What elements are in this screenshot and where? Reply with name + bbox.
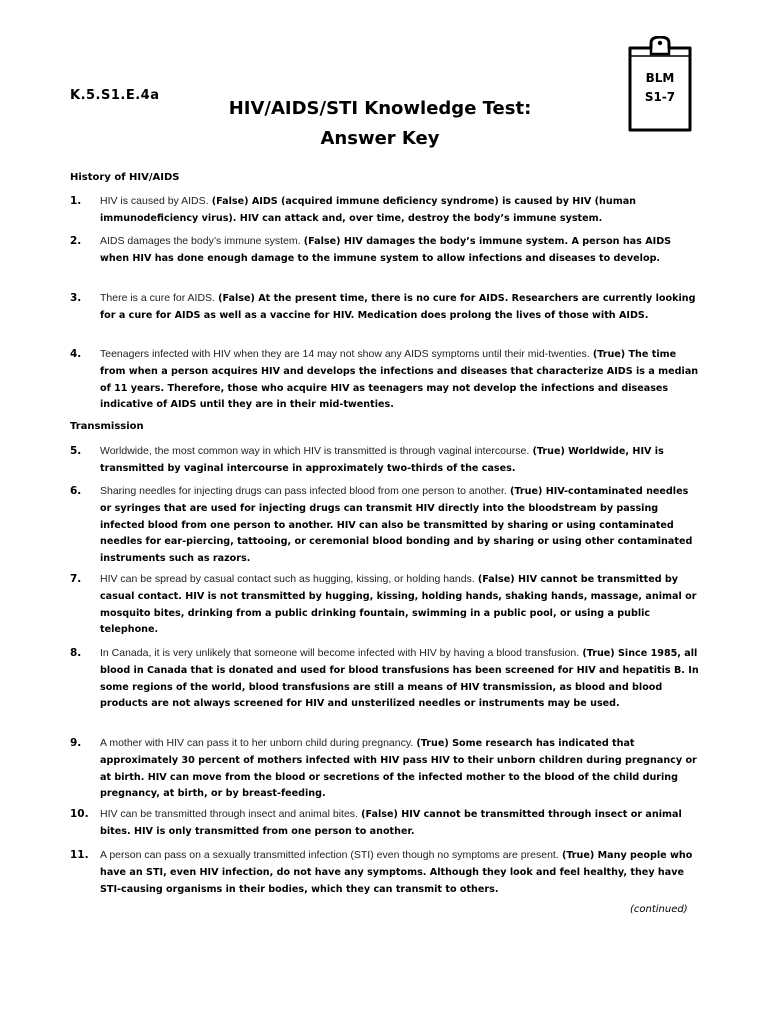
item-number: 2. (70, 235, 82, 247)
answer-text: (False) HIV cannot be transmitted by casual contact. HIV is not transmitted by hugging, kissing, holding hands, shaking hands, massage, animal or mosquito bites, drinking from a public drinking fountain, swimming in a public pool, or using a public telephone. (100, 574, 697, 636)
question-text: A person can pass on a sexually transmitted infection (STI) even though no symptoms are present. (100, 849, 559, 861)
item-number: 3. (70, 292, 82, 304)
list-item-4 (70, 346, 700, 414)
item-number: 8. (70, 647, 82, 659)
continued-note: (continued) (630, 904, 688, 915)
list-item-10 (70, 806, 700, 841)
item-number: 7. (70, 573, 82, 585)
answer-text: (True) Some research has indicated that approximately 30 percent of mothers infected with HIV pass HIV to their unborn children during pregnancy or at birth. HIV can move from the blood or secretions of the infected mother to the blood of the child during pregnancy, at birth, or by breast-feeding. (100, 738, 697, 800)
answer-text: (False) HIV cannot be transmitted through insect or animal bites. HIV is only transmitted from one person to another. (100, 809, 682, 837)
item-number: 11. (70, 849, 89, 861)
item-number: 5. (70, 445, 82, 457)
list-item-3 (70, 290, 700, 325)
answer-text: (True) Since 1985, all blood in Canada that is donated and used for blood transfusions has been screened for HIV and hepatitis B. In some regions of the world, blood transfusions are still a means of HIV transmission, as blood and blood products are not always screened for HIV and unsterilized needles or instruments may be used. (100, 648, 699, 710)
list-item-7 (70, 571, 700, 639)
list-item-5 (70, 443, 700, 478)
answer-text: (False) AIDS (acquired immune deficiency syndrome) is caused by HIV (human immunodeficiency virus). HIV can attack and, over time, destroy the body’s immune system. (100, 196, 637, 224)
question-text: Worldwide, the most common way in which HIV is transmitted is through vaginal intercourse. (100, 445, 530, 457)
question-text: HIV can be transmitted through insect and animal bites. (100, 808, 358, 820)
blm-clipboard-icon (622, 36, 698, 132)
question-text: HIV is caused by AIDS. (100, 195, 209, 207)
item-number: 6. (70, 485, 82, 497)
item-number: 4. (70, 348, 82, 360)
answer-text: (True) HIV-contaminated needles or syringes that are used for injecting drugs can transmit HIV directly into the bloodstream by passing infected blood from one person to another. HIV can also be transmitted by sharing or using contaminated needles for ear-piercing, tattooing, or ceremonial blood bonding and by sharing or using other contaminated instruments such as razors. (100, 486, 693, 565)
question-text: There is a cure for AIDS. (100, 292, 215, 304)
section-heading-transmission: Transmission (70, 421, 144, 432)
item-number: 10. (70, 808, 89, 820)
list-item-11 (70, 847, 700, 898)
list-item-8 (70, 645, 700, 713)
page-subtitle: Answer Key (320, 128, 440, 149)
list-item-2 (70, 233, 700, 268)
answer-text: (False) At the present time, there is no cure for AIDS. Researchers are currently looking for a cure for AIDS as well as a vaccine for HIV. Medication does prolong the lives of those with AIDS. (100, 293, 696, 321)
answer-text: (True) Worldwide, HIV is transmitted by vaginal intercourse in approximately two-thirds of the cases. (100, 446, 664, 474)
blm-number: S1-7 (644, 90, 676, 104)
item-number: 1. (70, 195, 82, 207)
answer-text: (True) The time from when a person acquires HIV and develops the infections and diseases that characterize AIDS is a median of 11 years. Therefore, those who acquire HIV as teenagers may not develop the infections and diseases indicative of AIDS until they are in their mid-twenties. (100, 349, 699, 411)
question-text: In Canada, it is very unlikely that someone will become infected with HIV by having a blood transfusion. (100, 647, 580, 659)
question-text: AIDS damages the body’s immune system. (100, 235, 301, 247)
list-item-1 (70, 193, 700, 228)
page-title: HIV/AIDS/STI Knowledge Test: (228, 98, 532, 119)
question-text: HIV can be spread by casual contact such as hugging, kissing, or holding hands. (100, 573, 475, 585)
list-item-9 (70, 735, 700, 803)
reference-code: K.5.S1.E.4a (70, 88, 160, 103)
blm-label: BLM (645, 71, 675, 85)
question-text: A mother with HIV can pass it to her unborn child during pregnancy. (100, 737, 414, 749)
question-text: Teenagers infected with HIV when they are 14 may not show any AIDS symptoms until their mid-twenties. (100, 348, 590, 360)
question-text: Sharing needles for injecting drugs can pass infected blood from one person to another. (100, 485, 507, 497)
answer-text: (False) HIV damages the body’s immune system. A person has AIDS when HIV has done enough damage to the immune system to allow infections and diseases to develop. (100, 236, 672, 264)
item-number: 9. (70, 737, 82, 749)
answer-text: (True) Many people who have an STI, even HIV infection, do not have any symptoms. Although they look and feel healthy, they have STI-causing organisms in their bodies, which they can transmit to others. (100, 850, 693, 895)
section-heading-history: History of HIV/AIDS (70, 172, 180, 183)
list-item-6 (70, 483, 700, 568)
